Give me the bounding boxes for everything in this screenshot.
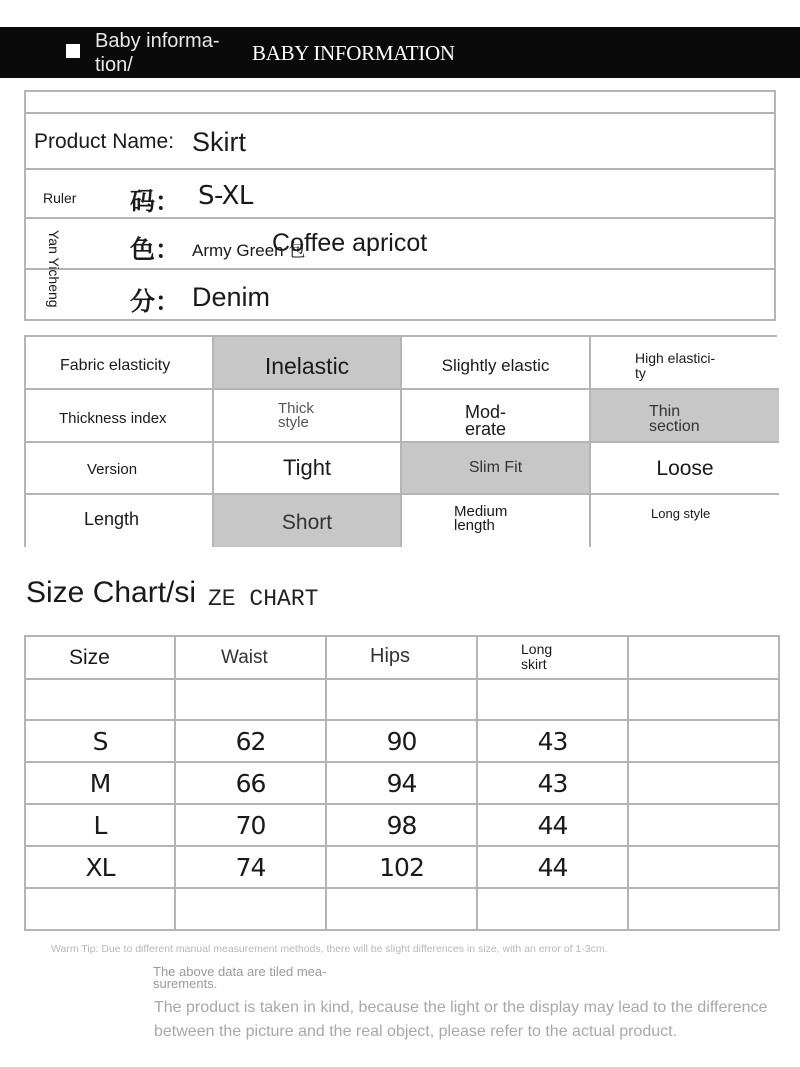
hips-cell: 94	[326, 762, 477, 804]
extra-cell	[628, 720, 779, 762]
waist-cell: 62	[175, 720, 326, 762]
attr-option: Slightly elastic	[441, 356, 550, 375]
size-data-row	[25, 720, 779, 762]
waist-cell: 66	[175, 762, 326, 804]
size-data-row	[25, 804, 779, 846]
hips-cell: 98	[326, 804, 477, 846]
attr-option-cell	[591, 337, 779, 390]
info-divider	[24, 268, 776, 270]
length-cell: 44	[477, 846, 628, 888]
size-blank-row	[25, 679, 779, 720]
size-chart-table	[24, 635, 780, 931]
size-cell: XL	[25, 846, 175, 888]
attr-option-cell	[214, 443, 402, 495]
attr-option: Mod-erate	[465, 402, 507, 439]
size-chart-title-en: ZE CHART	[208, 586, 319, 612]
hips-cell: 90	[326, 720, 477, 762]
size-blank-row	[25, 888, 779, 930]
fabric-label: 分：	[130, 287, 181, 316]
size-header-cell	[25, 636, 175, 679]
extra-cell	[628, 846, 779, 888]
length-cell: 43	[477, 762, 628, 804]
attr-option-cell	[591, 495, 779, 547]
waist-cell: 74	[175, 846, 326, 888]
product-name-label: Product Name:	[34, 130, 175, 153]
attr-label: Fabric elasticity	[60, 357, 171, 374]
size-cell: M	[25, 762, 175, 804]
attr-option-cell	[402, 390, 591, 443]
hips-cell: 102	[326, 846, 477, 888]
size-header-row	[25, 636, 779, 679]
header-small-label: Baby informa-tion/	[95, 30, 220, 76]
length-cell: 44	[477, 804, 628, 846]
header-title: BABY INFORMATION	[252, 41, 455, 65]
size-cell: S	[25, 720, 175, 762]
fabric-value: Denim	[192, 282, 271, 312]
size-header-cell	[477, 636, 628, 679]
size-header: Hips	[370, 645, 411, 667]
info-divider	[24, 112, 776, 114]
disclaimer: The product is taken in kind, because the light or the display may lead to the difference between the picture and the real object, please refer to the actual product.	[154, 999, 768, 1040]
waist-cell: 70	[175, 804, 326, 846]
attr-option: Inelastic	[264, 353, 350, 379]
attr-option: Slim Fit	[468, 459, 523, 476]
attr-option-cell	[214, 495, 402, 547]
size-chart-title: Size Chart/si	[26, 576, 197, 609]
warm-tip: Warm Tip: Due to different manual measurement methods, there will be slight differences in size, with an error of 1-3cm.	[51, 943, 608, 955]
attr-option-cell	[402, 337, 591, 390]
size-cell: L	[25, 804, 175, 846]
attr-option-cell	[402, 495, 591, 547]
attr-label: Length	[84, 509, 140, 529]
color-value-2: Coffee apricot	[272, 229, 428, 257]
attr-label: Version	[87, 461, 138, 478]
extra-cell	[628, 762, 779, 804]
attr-option: Loose	[656, 457, 714, 480]
size-header: Waist	[221, 646, 268, 668]
attr-option-cell	[402, 443, 591, 495]
ruler-label: Ruler	[43, 190, 77, 206]
attr-option-cell	[591, 390, 779, 443]
attribute-grid	[24, 335, 777, 547]
size-header-cell	[628, 636, 779, 679]
attr-label: Thickness index	[59, 410, 167, 427]
attr-label-cell	[26, 495, 214, 547]
attr-label-cell	[26, 390, 214, 443]
tiled-note: The above data are tiled mea-surements.	[153, 964, 327, 991]
attr-option: Thick style	[278, 400, 314, 431]
extra-cell	[628, 804, 779, 846]
attr-option: Thin section	[649, 403, 700, 435]
color-label: 色：	[130, 235, 181, 264]
color-value-1: Army Green 包	[192, 241, 306, 260]
attr-option-cell	[214, 337, 402, 390]
product-name-value: Skirt	[192, 127, 246, 157]
size-header-cell	[175, 636, 326, 679]
length-cell: 43	[477, 720, 628, 762]
size-header: Size	[69, 645, 110, 669]
attr-option: Long style	[651, 506, 711, 521]
attr-option: Tight	[282, 455, 332, 480]
attr-option-cell	[214, 390, 402, 443]
size-data-row	[25, 762, 779, 804]
attr-option: Medium length	[454, 503, 508, 534]
attr-option-cell	[591, 443, 779, 495]
attr-label-cell	[26, 337, 214, 390]
size-range-value: S-XL	[198, 181, 253, 211]
square-bullet-icon	[66, 44, 80, 58]
size-header: Long skirt	[521, 640, 553, 672]
attr-label-cell	[26, 443, 214, 495]
size-code-label: 码：	[130, 187, 181, 216]
size-data-row	[25, 846, 779, 888]
info-divider	[24, 168, 776, 170]
yan-label-text: Yan Yicheng	[46, 230, 62, 308]
attr-option: Short	[281, 511, 333, 534]
yan-label	[43, 230, 73, 308]
attr-option: High elastici-ty	[635, 350, 716, 381]
size-header-cell	[326, 636, 477, 679]
